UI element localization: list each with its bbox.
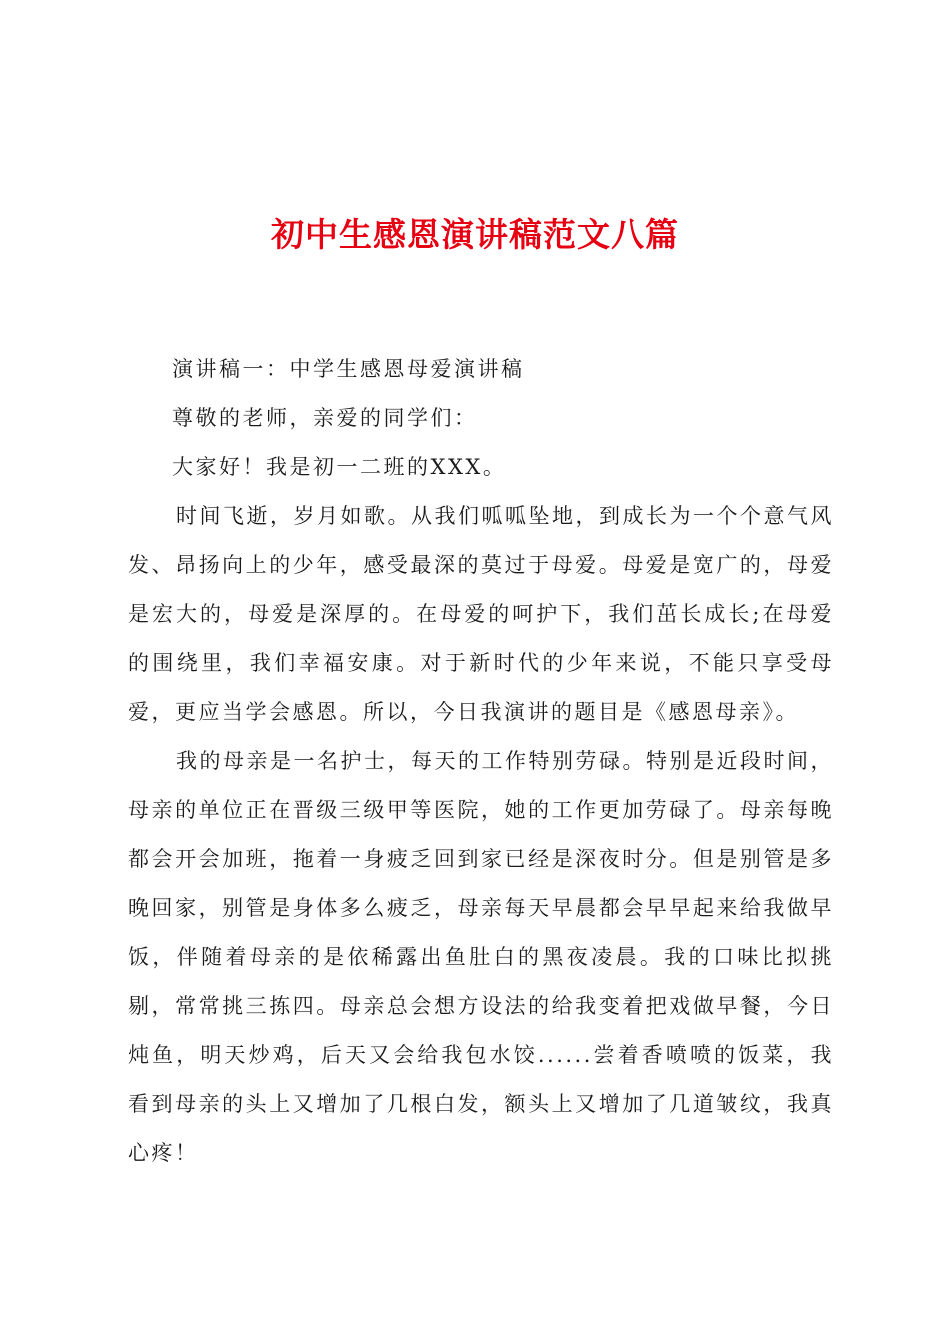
greeting: 大家好！我是初一二班的XXX。 bbox=[172, 455, 507, 479]
paragraph: 时间飞逝，岁月如歌。从我们呱呱坠地，到成长为一个个意气风发、昂扬向上的少年，感受最深的莫过于母爱。母爱是宽广的，母爱是宏大的，母爱是深厚的。在母爱的呵护下，我们茁长成长;在母爱的围绕里，我们幸福安康。对于新时代的少年来说，不能只享受母爱，更应当学会感恩。所以，今日我演讲的题目是《感恩母亲》。 bbox=[128, 504, 834, 724]
salutation: 尊敬的老师，亲爱的同学们： bbox=[172, 406, 478, 430]
document-title: 初中生感恩演讲稿范文八篇 bbox=[271, 215, 679, 254]
document-body bbox=[128, 345, 834, 1178]
paragraph: 我的母亲是一名护士，每天的工作特别劳碌。特别是近段时间，母亲的单位正在晋级三级甲等医院，她的工作更加劳碌了。母亲每晚都会开会加班，拖着一身疲乏回到家已经是深夜时分。但是别管是多晚回家，别管是身体多么疲乏，母亲每天早晨都会早早起来给我做早饭，伴随着母亲的是依稀露出鱼肚白的黑夜凌晨。我的口味比拟挑剔，常常挑三拣四。母亲总会想方设法的给我变着把戏做早餐，今日炖鱼，明天炒鸡，后天又会给我包水饺......尝着香喷喷的饭菜，我看到母亲的头上又增加了几根白发，额头上又增加了几道皱纹，我真心疼！ bbox=[128, 749, 834, 1165]
speech-subtitle: 演讲稿一：中学生感恩母爱演讲稿 bbox=[172, 357, 525, 381]
